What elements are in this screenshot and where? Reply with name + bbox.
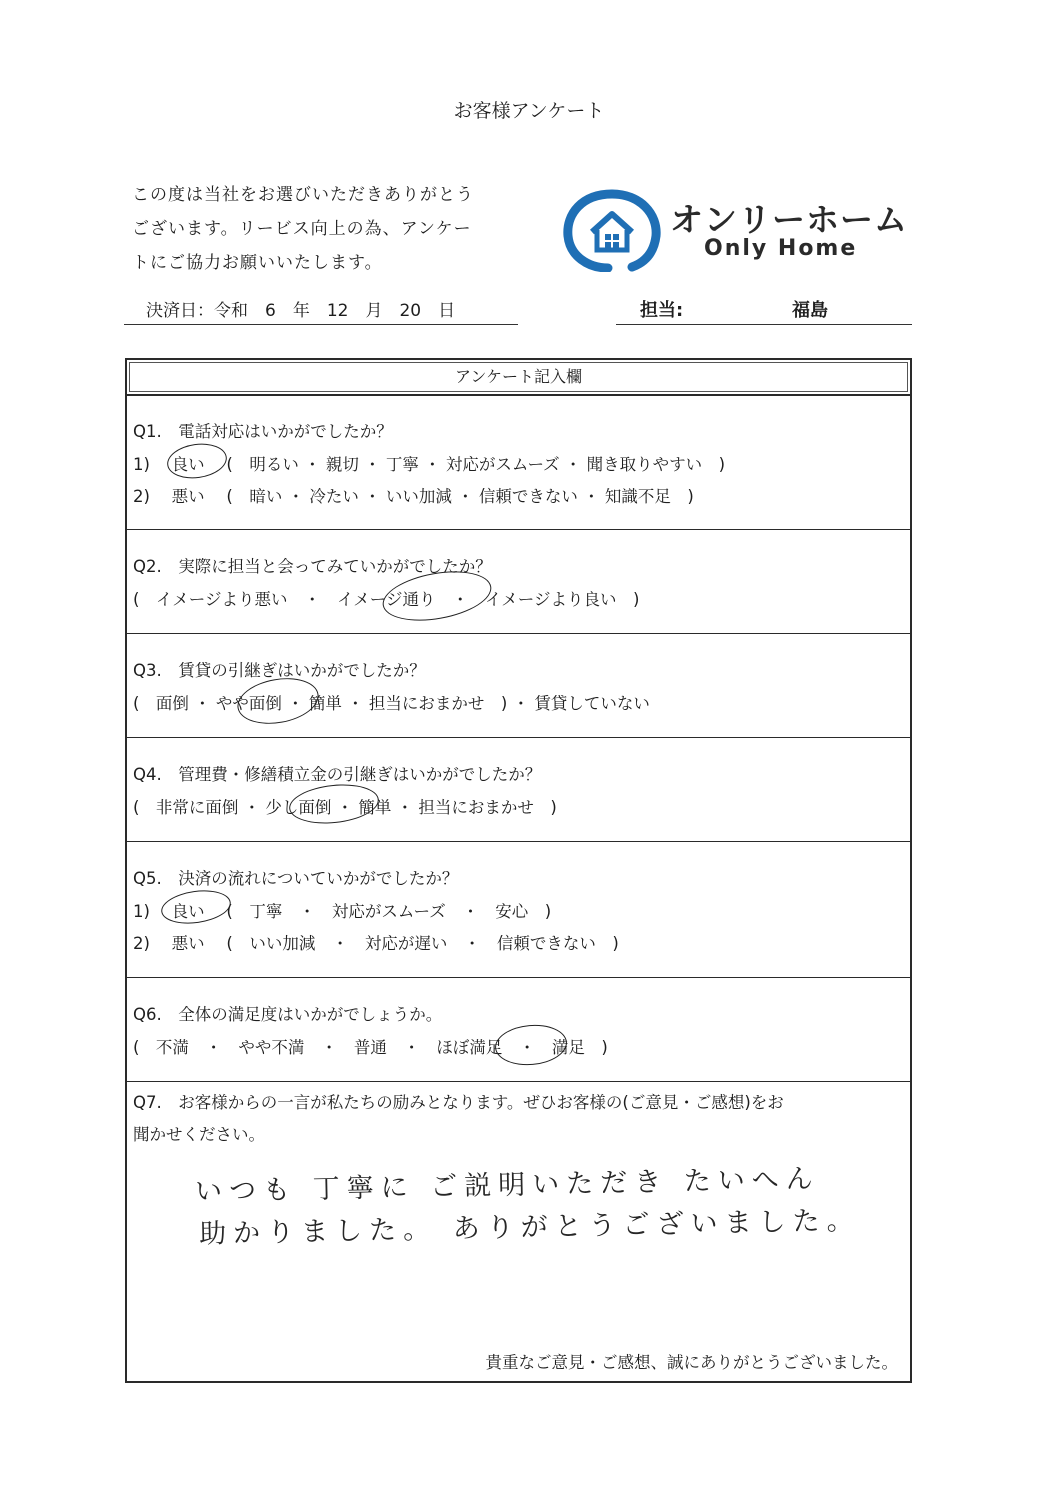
- question-3-section: [127, 633, 910, 738]
- house-logo-icon: [562, 188, 662, 272]
- q5-option-good: 1) 良い ( 丁寧 ・ 対応がスムーズ ・ 安心 ): [133, 902, 552, 921]
- staff-row: [616, 294, 912, 325]
- q7-question-line-2: 聞かせください。: [133, 1125, 265, 1144]
- q5-option-bad: 2) 悪い ( いい加減 ・ 対応が遅い ・ 信頼できない ): [133, 934, 619, 953]
- company-logo: [562, 188, 908, 272]
- staff-name: 福島: [792, 300, 828, 321]
- q7-question-line-1: Q7. お客様からの一言が私たちの励みとなります。ぜひお客様の(ご意見・ご感想)をお: [133, 1093, 784, 1112]
- logo-name-jp: オンリーホーム: [670, 200, 908, 239]
- question-5-section: [127, 841, 910, 978]
- q4-question: Q4. 管理費・修繕積立金の引継ぎはいかがでしたか？: [133, 765, 542, 784]
- intro-line-2: ございます。リービス向上の為、アンケー: [132, 219, 472, 239]
- question-4-section: [127, 737, 910, 842]
- staff-label: 担当:: [640, 300, 684, 321]
- q3-options: ( 面倒 ・ やや面倒 ・ 簡単 ・ 担当におまかせ ) ・ 賃貸していない: [133, 694, 650, 713]
- intro-line-3: トにご協力お願いいたします。: [132, 253, 383, 273]
- thank-you-note: 貴重なご意見・ご感想、誠にありがとうございました。: [485, 1353, 898, 1372]
- question-2-section: [127, 529, 910, 634]
- q6-options: ( 不満 ・ やや不満 ・ 普通 ・ ほぼ満足 ・ 満足 ): [133, 1038, 608, 1057]
- form-header: [127, 360, 910, 396]
- question-1-section: [127, 394, 910, 530]
- q3-question: Q3. 賃貸の引継ぎはいかがでしたか？: [133, 661, 426, 680]
- q6-question: Q6. 全体の満足度はいかがでしょうか。: [133, 1005, 443, 1024]
- q2-options: ( イメージより悪い ・ イメージ通り ・ イメージより良い ): [133, 590, 640, 609]
- q1-option-bad: 2) 悪い ( 暗い ・ 冷たい ・ いい加減 ・ 信頼できない ・ 知識不足 ): [133, 487, 694, 506]
- q1-question: Q1. 電話対応はいかがでしたか？: [133, 422, 393, 441]
- logo-name-en: Only Home: [704, 236, 858, 261]
- survey-form: [125, 358, 912, 1383]
- question-6-section: [127, 977, 910, 1082]
- payment-date: 決済日：令和 6 年 12 月 20 日: [146, 301, 456, 321]
- q1-option-good: 1) 良い ( 明るい ・ 親切 ・ 丁寧 ・ 対応がスムーズ ・ 聞き取りやすい ): [133, 455, 726, 474]
- q4-options: ( 非常に面倒 ・ 少し面倒 ・ 簡単 ・ 担当におまかせ ): [133, 798, 557, 817]
- q7-handwritten-answer-line-1: いつも 丁寧に ご説明いただき たいへん: [194, 1163, 821, 1208]
- intro-line-1: この度は当社をお選びいただきありがとう: [132, 185, 474, 205]
- q2-question: Q2. 実際に担当と会ってみていかがでしたか？: [133, 557, 492, 576]
- form-header-label: アンケート記入欄: [129, 362, 908, 392]
- question-7-section: [127, 1081, 910, 1381]
- page-title: お客様アンケート: [453, 100, 605, 122]
- payment-date-row: [124, 294, 518, 325]
- q7-handwritten-answer-line-2: 助かりました。 ありがとうございました。: [198, 1205, 861, 1250]
- q5-question: Q5. 決済の流れについていかがでしたか？: [133, 869, 459, 888]
